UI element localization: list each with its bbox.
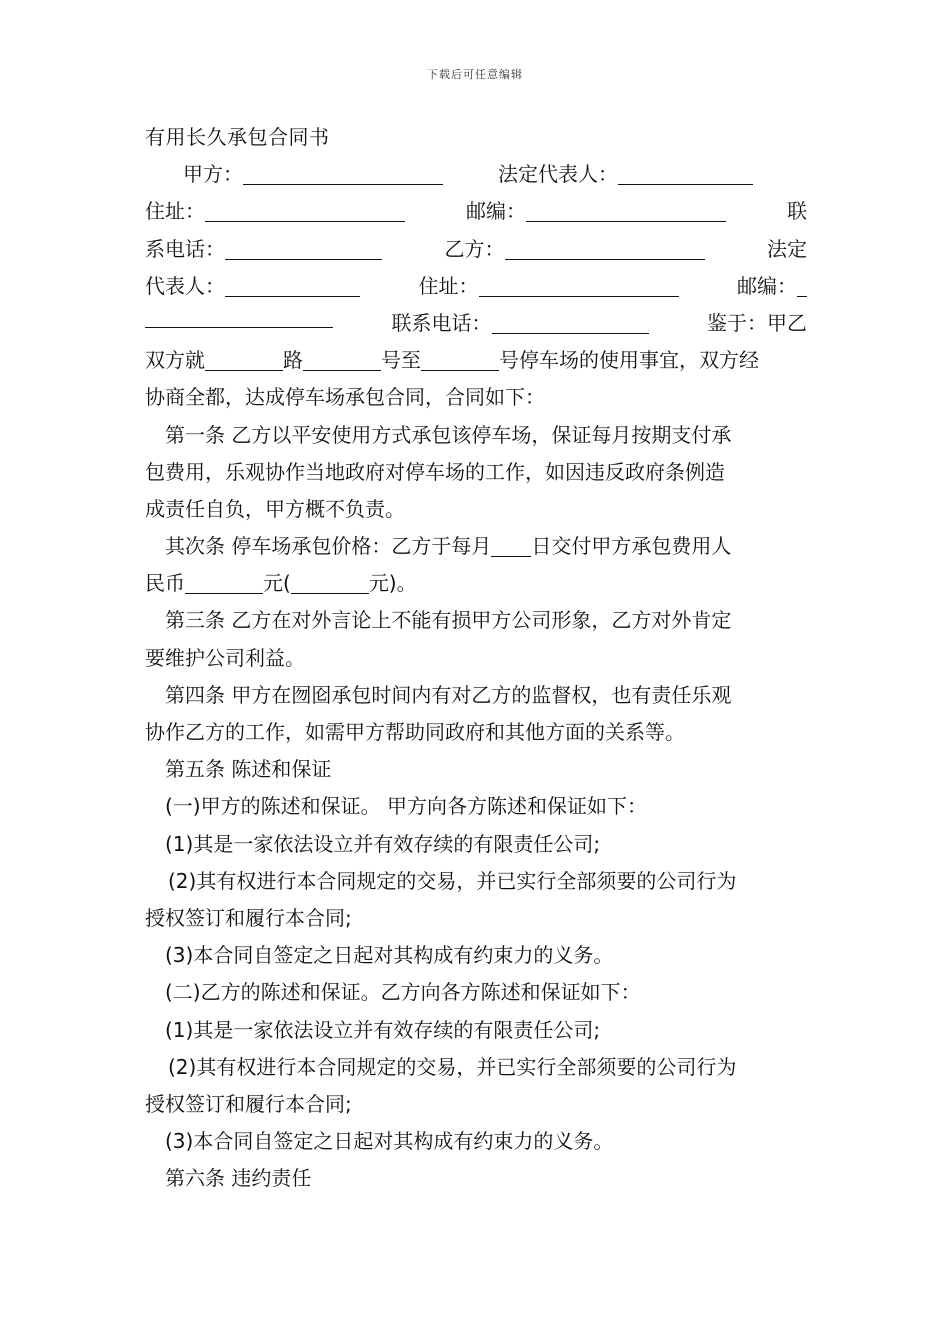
- article-6-heading: 第六条 违约责任: [165, 1166, 312, 1191]
- article-3-line-2: 要维护公司利益。: [145, 645, 305, 670]
- address-b-label: 住址：: [418, 273, 479, 298]
- party-b-line: [145, 231, 807, 268]
- phone-b-label: 联系电话：: [391, 310, 492, 335]
- rep-label: 代表人：: [145, 273, 225, 298]
- rep-blank[interactable]: [225, 274, 360, 297]
- article-2-text-1: 其次条 停车场承包价格：乙方于每月: [165, 534, 492, 559]
- phone-blank[interactable]: [225, 237, 382, 260]
- phone-b-blank[interactable]: [492, 311, 649, 334]
- contact-fragment: 联: [787, 199, 807, 224]
- article-1-line-2: 包费用，乐观协作当地政府对停车场的工作，如因违反政府条例造: [145, 459, 725, 484]
- article-2-line-1: [145, 528, 807, 565]
- number-to-blank[interactable]: [421, 348, 499, 371]
- address-b-blank[interactable]: [479, 274, 679, 297]
- article-5-b-item-1: (1)其是一家依法设立并有效存续的有限责任公司;: [165, 1017, 601, 1042]
- location-text-3: 号至: [381, 348, 421, 373]
- whereas-text: 鉴于：甲乙: [707, 310, 807, 335]
- article-5-heading: 第五条 陈述和保证: [165, 757, 332, 782]
- payment-day-blank[interactable]: [491, 534, 531, 557]
- article-1-line-3: 成责任自负，甲方概不负责。: [145, 496, 405, 521]
- postcode-blank[interactable]: [526, 199, 726, 222]
- article-2-line-2: [145, 565, 807, 602]
- party-a-line: [145, 156, 807, 193]
- article-5-b-item-2-line-1: (2)其有权进行本合同规定的交易，并已实行全部须要的公司行为: [168, 1054, 737, 1079]
- party-b-rep-line: [145, 268, 807, 305]
- agreement-intro: 协商全都，达成停车场承包合同，合同如下：: [145, 385, 545, 410]
- postcode-label: 邮编：: [466, 199, 526, 224]
- document-title: 有用长久承包合同书: [145, 125, 330, 149]
- road-blank[interactable]: [205, 348, 283, 371]
- party-b-phone-line: [145, 305, 807, 342]
- article-4-line-1: 第四条 甲方在囫囵承包时间内有对乙方的监督权，也有责任乐观: [165, 682, 732, 707]
- article-5-a-item-2-line-1: (2)其有权进行本合同规定的交易，并已实行全部须要的公司行为: [168, 868, 737, 893]
- party-a-address-line: [145, 193, 807, 230]
- location-text-1: 双方就: [145, 348, 205, 373]
- article-5-b-item-2-line-2: 授权签订和履行本合同;: [145, 1091, 352, 1116]
- phone-label: 系电话：: [145, 236, 225, 261]
- page-header-note: 下载后可任意编辑: [427, 68, 523, 81]
- location-text-2: 路: [283, 348, 303, 373]
- location-line: [145, 342, 807, 379]
- amount-blank[interactable]: [185, 571, 263, 594]
- party-a-label: 甲方：: [183, 162, 243, 187]
- article-5-a-item-3: (3)本合同自签定之日起对其构成有约束力的义务。: [165, 943, 614, 968]
- postcode-b-label: 邮编：: [737, 273, 797, 298]
- article-5-a-intro: (一)甲方的陈述和保证。 甲方向各方陈述和保证如下：: [165, 794, 647, 819]
- article-2-text-4: 元(: [263, 571, 291, 596]
- legal-fragment: 法定: [767, 236, 807, 261]
- party-a-blank[interactable]: [243, 162, 443, 185]
- contract-body: [145, 119, 807, 1197]
- number-from-blank[interactable]: [303, 348, 381, 371]
- article-4-line-2: 协作乙方的工作，如需甲方帮助同政府和其他方面的关系等。: [145, 720, 685, 744]
- article-2-text-5: 元)。: [368, 571, 417, 596]
- article-5-b-intro: (二)乙方的陈述和保证。乙方向各方陈述和保证如下：: [165, 980, 641, 1005]
- article-5-a-item-1: (1)其是一家依法设立并有效存续的有限责任公司;: [165, 831, 601, 856]
- location-text-4: 号停车场的使用事宜，双方经: [499, 348, 759, 373]
- party-b-blank[interactable]: [505, 237, 705, 260]
- amount-words-blank[interactable]: [291, 571, 369, 594]
- article-2-text-2: 日交付甲方承包费用人: [531, 534, 732, 559]
- article-1-line-1: 第一条 乙方以平安使用方式承包该停车场，保证每月按期支付承: [165, 422, 732, 447]
- article-3-line-1: 第三条 乙方在对外言论上不能有损甲方公司形象，乙方对外肯定: [165, 608, 732, 633]
- article-5-a-item-2-line-2: 授权签订和履行本合同;: [145, 905, 352, 930]
- legal-rep-blank[interactable]: [618, 162, 753, 185]
- article-2-text-3: 民币: [145, 571, 185, 596]
- party-b-label: 乙方：: [444, 236, 505, 261]
- address-label: 住址：: [145, 199, 205, 224]
- legal-rep-label: 法定代表人：: [498, 162, 618, 187]
- article-5-b-item-3: (3)本合同自签定之日起对其构成有约束力的义务。: [165, 1129, 614, 1154]
- address-blank[interactable]: [205, 199, 405, 222]
- postcode-b-blank-start[interactable]: [797, 274, 807, 297]
- postcode-b-blank-cont[interactable]: [145, 305, 333, 328]
